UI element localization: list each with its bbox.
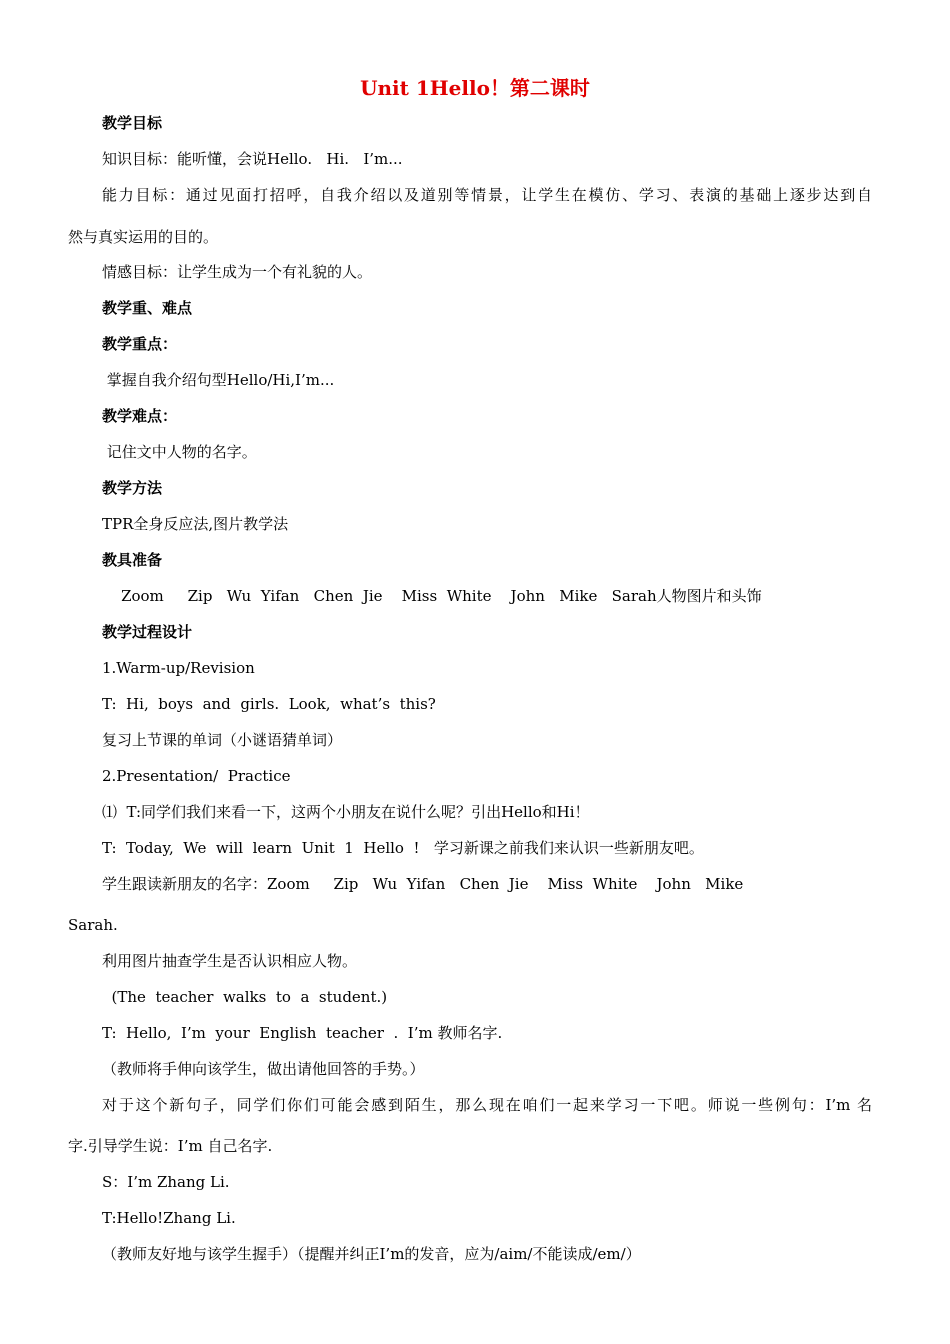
dialogue-line: S：I’m Zhang Li. — [102, 1173, 230, 1191]
dialogue-line: T: Hello, I’m your English teacher . I’m 教师名字. — [102, 1024, 503, 1042]
heading-difficult-points: 教学难点： — [102, 407, 178, 425]
stage-direction: （教师将手伸向该学生，做出请他回答的手势。） — [102, 1060, 425, 1078]
key-points-text: 掌握自我介绍句型Hello/Hi,I’m... — [102, 371, 335, 389]
revision-text: 复习上节课的单词（小谜语猜单词） — [102, 731, 343, 749]
teaching-methods-text: TPR全身反应法,图片教学法 — [102, 515, 289, 533]
picture-check-text: 利用图片抽查学生是否认识相应人物。 — [102, 952, 358, 970]
step-warmup: 1.Warm-up/Revision — [102, 659, 255, 677]
ability-objective-continued: 然与真实运用的目的。 — [68, 228, 219, 246]
follow-reading-text: 学生跟读新朋友的名字：Zoom Zip Wu Yifan Chen Jie Miss White John Mike — [102, 875, 744, 893]
heading-teaching-methods: 教学方法 — [102, 479, 163, 497]
step-presentation: 2.Presentation/ Practice — [102, 767, 291, 785]
document-title: Unit 1Hello！第二课时 — [360, 76, 590, 100]
knowledge-objective: 知识目标：能听懂，会说Hello. Hi. I’m... — [102, 150, 403, 168]
new-sentence-continued: 字.引导学生说：I’m 自己名字. — [68, 1137, 273, 1155]
difficult-points-text: 记住文中人物的名字。 — [102, 443, 257, 461]
dialogue-line: T: Hi, boys and girls. Look, what’s this? — [102, 695, 436, 713]
heading-teaching-process: 教学过程设计 — [102, 623, 193, 641]
heading-teaching-aids: 教具准备 — [102, 551, 163, 569]
follow-reading-continued: Sarah. — [68, 916, 118, 934]
teaching-aids-text: Zoom Zip Wu Yifan Chen Jie Miss White John Mike Sarah人物图片和头饰 — [102, 587, 762, 605]
dialogue-line: T: Today, We will learn Unit 1 Hello ! 学习新课之前我们来认识一些新朋友吧。 — [102, 839, 704, 857]
dialogue-line: T:Hello!Zhang Li. — [102, 1209, 236, 1227]
stage-direction: （教师友好地与该学生握手）（提醒并纠正I’m的发音，应为/aim/不能读成/em/） — [102, 1245, 641, 1263]
stage-direction: (The teacher walks to a student.) — [102, 988, 388, 1006]
heading-teaching-objectives: 教学目标 — [102, 114, 163, 132]
emotional-objective: 情感目标：让学生成为一个有礼貌的人。 — [102, 263, 373, 281]
dialogue-line: ⑴ T:同学们我们来看一下，这两个小朋友在说什么呢？引出Hello和Hi！ — [102, 803, 590, 821]
heading-key-points: 教学重点： — [102, 335, 178, 353]
heading-key-difficult-points: 教学重、难点 — [102, 299, 193, 317]
new-sentence-text-body: 对于这个新句子，同学们你们可能会感到陌生，那么现在咱们一起来学习一下吧。师说一些例句：I’m 名 — [102, 1096, 872, 1114]
new-sentence-text — [102, 1095, 872, 1115]
ability-objective-text: 能力目标：通过见面打招呼，自我介绍以及道别等情景，让学生在模仿、学习、表演的基础上逐步达到自 — [102, 186, 872, 204]
ability-objective — [102, 185, 872, 205]
